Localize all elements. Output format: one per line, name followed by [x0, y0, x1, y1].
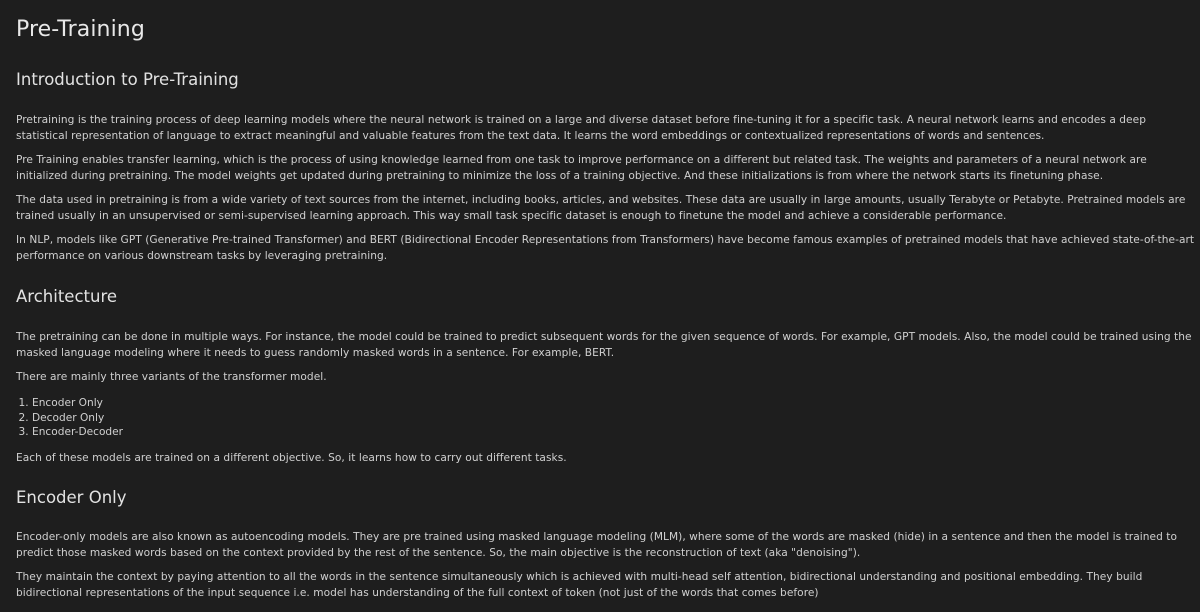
architecture-after-list: Each of these models are trained on a different objective. So, it learns how to carry out different tasks.: [16, 452, 567, 464]
list-item: 3. Encoder-Decoder: [32, 425, 123, 440]
transformer-variants-list: [16, 396, 123, 440]
intro-paragraph-4: In NLP, models like GPT (Generative Pre-trained Transformer) and BERT (Bidirectional Encoder Representations from Transformers) have become famous examples of pretrained models that have achieved state-of-the-art performance on various downstream tasks by leveraging pretraining.: [16, 234, 1195, 262]
architecture-paragraph-1: The pretraining can be done in multiple ways. For instance, the model could be trained to predict subsequent words for the given sequence of words. For example, GPT models. Also, the model could be trained using the masked language modeling where it needs to guess randomly masked words in a sentence. For example, BERT.: [16, 331, 1192, 359]
section-heading-intro: Introduction to Pre-Training: [16, 70, 239, 89]
page-title: Pre-Training: [16, 17, 145, 42]
list-item: 1. Encoder Only: [32, 396, 123, 411]
encoder-only-paragraph-2: They maintain the context by paying attention to all the words in the sentence simultaneously which is achieved with multi-head self attention, bidirectional understanding and positional embedding. They build bidirectional representations of the input sequence i.e. model has understanding of the full context of token (not just of the words that comes before): [16, 571, 1143, 599]
intro-paragraph-1: Pretraining is the training process of deep learning models where the neural network is trained on a large and diverse dataset before fine-tuning it for a specific task. A neural network learns and encodes a deep statistical representation of language to extract meaningful and valuable features from the text data. It learns the word embeddings or contextualized representations of words and sentences.: [16, 114, 1146, 142]
architecture-paragraph-2: There are mainly three variants of the transformer model.: [16, 371, 327, 383]
section-heading-architecture: Architecture: [16, 287, 118, 306]
section-heading-encoder-only: Encoder Only: [16, 488, 127, 507]
encoder-only-paragraph-1: Encoder-only models are also known as autoencoding models. They are pre trained using masked language modeling (MLM), where some of the words are masked (hide) in a sentence and then the model is trained to predict those masked words based on the context provided by the rest of the sentence. So, the main objective is the reconstruction of text (aka "denoising").: [16, 531, 1178, 559]
intro-paragraph-2: Pre Training enables transfer learning, which is the process of using knowledge learned from one task to improve performance on a different but related task. The weights and parameters of a neural network are initialized during pretraining. The model weights get updated during pretraining to minimize the loss of a training objective. And these initializations is from where the network starts its finetuning phase.: [16, 154, 1147, 182]
list-item: 2. Decoder Only: [32, 411, 123, 426]
intro-paragraph-3: The data used in pretraining is from a wide variety of text sources from the internet, including books, articles, and websites. These data are usually in large amounts, usually Terabyte or Petabyte. Pretrained models are trained usually in an unsupervised or semi-supervised learning approach. This way small task specific dataset is enough to finetune the model and achieve a considerable performance.: [16, 194, 1186, 222]
